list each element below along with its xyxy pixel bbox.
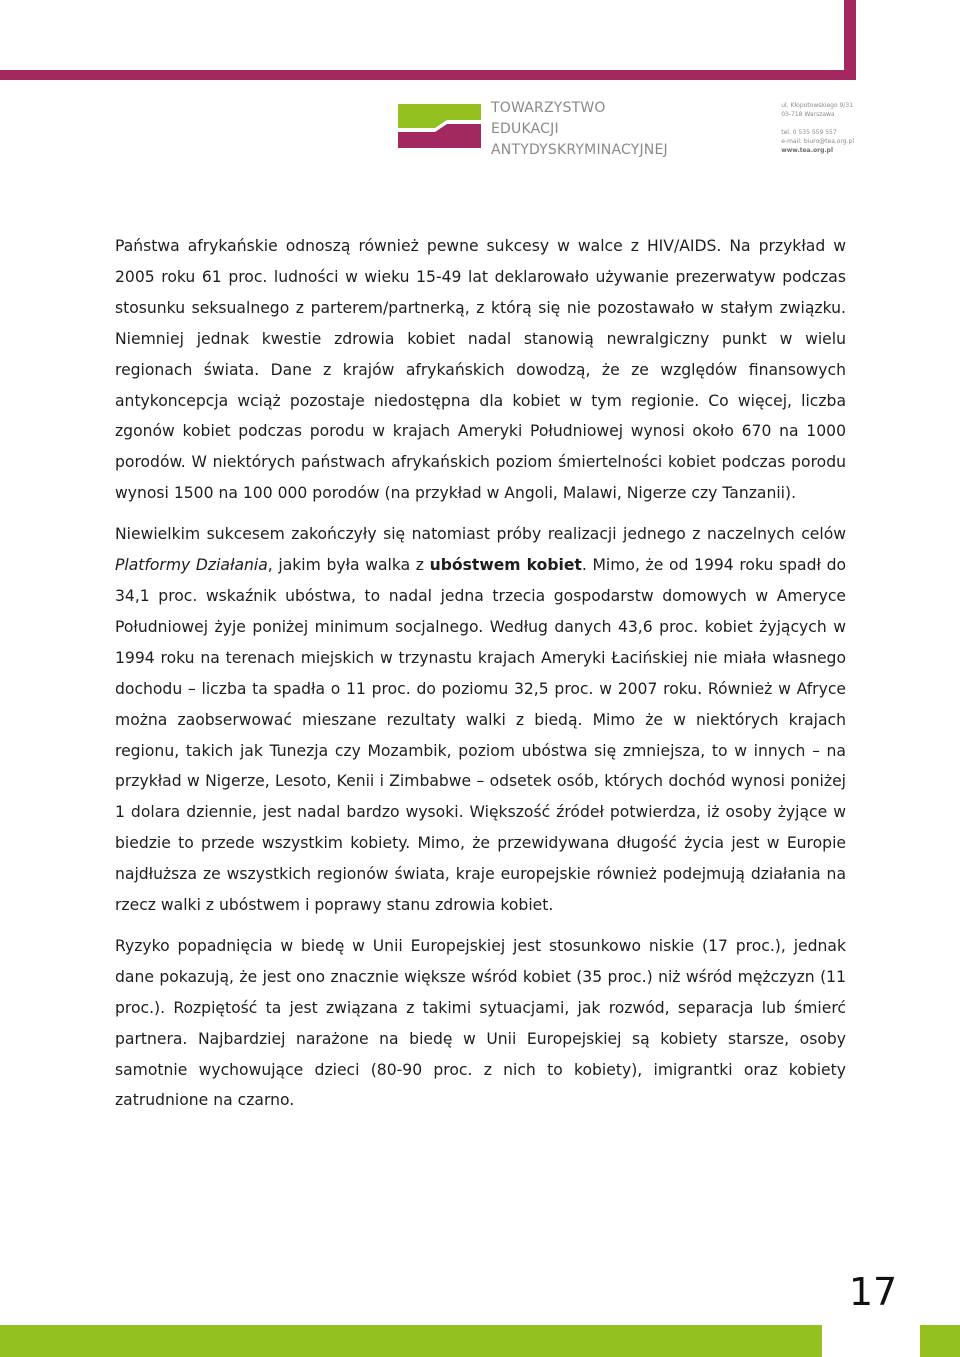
- address-line-2: 03-718 Warszawa: [781, 111, 835, 118]
- page-number: 17: [848, 1270, 898, 1314]
- org-name-line-3: ANTYDYSKRYMINACYJNEJ: [491, 142, 668, 158]
- header-frame-decoration: [0, 0, 960, 80]
- bold-term: ubóstwem kobiet: [429, 556, 582, 575]
- tea-logo-icon: [395, 98, 485, 154]
- org-name-line-1: TOWARZYSTWO: [491, 100, 606, 116]
- email: e-mail: biuro@tea.org.pl: [781, 138, 854, 145]
- organization-name: [491, 98, 668, 161]
- footer-bar-left: [0, 1325, 822, 1357]
- footer-bar-right: [920, 1325, 960, 1357]
- paragraph-2: Niewielkim sukcesem zakończyły się natomiast próby realizacji jednego z naczelnych celów Platformy Działania, jakim była walka z ubóstwem kobiet. Mimo, że od 1994 roku spadł do 34,1 proc. wskaźnik ubóstwa, to nadal jedna trzecia gospodarstw domowych w Ameryce Południowej żyje poniżej minimum socjalnego. Według danych 43,6 proc. kobiet żyjących w 1994 roku na terenach miejskich w trzynastu krajach Ameryki Łacińskiej nie miała własnego dochodu – liczba ta spadła o 11 proc. do poziomu 32,5 proc. w 2007 roku. Również w Afryce można zaobserwować mieszane rezultaty walki z biedą. Mimo że w niektórych krajach regionu, takich jak Tunezja czy Mozambik, poziom ubóstwa się zmniejsza, to w innych – na przykład w Nigerze, Lesoto, Kenii i Zimbabwe – odsetek osób, których dochód wynosi poniżej 1 dolara dziennie, jest nadal bardzo wysoki. Większość źródeł potwierdza, iż osoby żyjące w biedzie to przede wszystkim kobiety. Mimo, że przewidywana długość życia jest w Europie najdłuższa ze wszystkich regionów świata, kraje europejskie również podejmują działania na rzecz walki z ubóstwem i poprawy stanu zdrowia kobiet.: [115, 525, 847, 915]
- paragraph-1: Państwa afrykańskie odnoszą również pewne sukcesy w walce z HIV/AIDS. Na przykład w 2005 roku 61 proc. ludności w wieku 15-49 lat deklarowało używanie prezerwatyw podczas stosunku seksualnego z parterem/partnerką, z którą się nie pozostawało w stałym związku. Niemniej jednak kwestie zdrowia kobiet nadal stanowią newralgiczny punkt w wielu regionach świata. Dane z krajów afrykańskich dowodzą, że ze względów finansowych antykoncepcja wciąż pozostaje niedostępna dla kobiet w tym regionie. Co więcej, liczba zgonów kobiet podczas porodu w krajach Ameryki Południowej wynosi około 670 na 1000 porodów. W niektórych państwach afrykańskich poziom śmiertelności kobiet podczas porodu wynosi 1500 na 100 000 porodów (na przykład w Angoli, Malawi, Nigerze czy Tanzanii).: [115, 237, 846, 503]
- italic-term: Platformy Działania: [115, 556, 268, 575]
- address-line-1: ul. Kłopotowskiego 9/31: [781, 102, 854, 109]
- phone: tel. 0 535 559 557: [781, 129, 837, 136]
- website-link[interactable]: www.tea.org.pl: [781, 147, 834, 154]
- paragraph-3: Ryzyko popadnięcia w biedę w Unii Europejskiej jest stosunkowo niskie (17 proc.), jednak dane pokazują, że jest ono znacznie większe wśród kobiet (35 proc.) niż wśród mężczyzn (11 proc.). Rozpiętość ta jest związana z takimi sytuacjami, jak rozwód, separacja lub śmierć partnera. Najbardziej narażone na biedę w Unii Europejskiej są kobiety starsze, osoby samotnie wychowujące dzieci (80-90 proc. z nich to kobiety), imigrantki oraz kobiety zatrudnione na czarno.: [115, 936, 846, 1110]
- article-body: [115, 231, 846, 1126]
- org-name-line-2: EDUKACJI: [491, 121, 559, 137]
- contact-block: [781, 101, 854, 155]
